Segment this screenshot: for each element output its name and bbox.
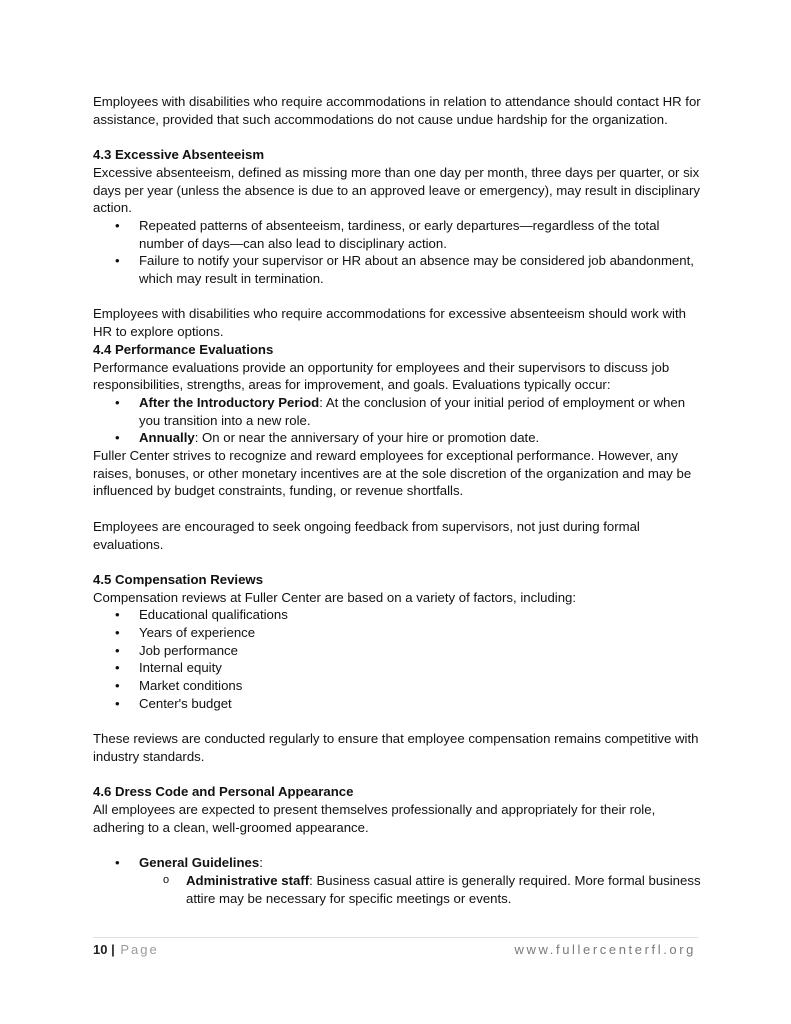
- section-heading-compensation-reviews: 4.5 Compensation Reviews: [93, 571, 264, 587]
- bullet-icon: •: [115, 394, 120, 410]
- list-item: • Annually: On or near the anniversary of your hire or promotion date.: [115, 430, 540, 446]
- page-label: Page: [120, 942, 159, 957]
- list-item: • Repeated patterns of absenteeism, tardiness, or early departures—regardless of the total number of days—can also lead to disciplinary action.: [115, 217, 660, 251]
- feedback-paragraph: Employees are encouraged to seek ongoing feedback from supervisors, not just during formal evaluations.: [93, 518, 640, 552]
- bullet-icon: •: [115, 695, 120, 711]
- bullet-icon: •: [115, 625, 120, 641]
- bullet-icon: •: [115, 660, 120, 676]
- section-heading-performance-evaluations: 4.4 Performance Evaluations: [93, 341, 274, 357]
- attendance-accommodation-paragraph: Employees with disabilities who require accommodations in relation to attendance should contact HR for assistance, provided that such accommodations do not cause undue hardship for the organization.: [93, 94, 701, 127]
- page-footer: [93, 937, 698, 962]
- list-item: • Years of experience: [115, 625, 256, 641]
- hollow-bullet-icon: o: [163, 873, 170, 886]
- compensation-factors-list: [93, 606, 703, 712]
- footer-website: www.fullercenterfl.org: [514, 942, 696, 957]
- dress-code-intro: All employees are expected to present themselves professionally and appropriately for their role, adhering to a clean, well-groomed appearance.: [93, 802, 656, 835]
- page-number: 10 | Page: [93, 942, 159, 957]
- evaluations-intro: Performance evaluations provide an opportunity for employees and their supervisors to discuss job responsibilities, strengths, areas for improvement, and goals. Evaluations typically occur:: [93, 359, 670, 393]
- list-item: • Job performance: [115, 642, 238, 658]
- evaluations-list: [93, 394, 703, 447]
- list-item: • After the Introductory Period: At the conclusion of your initial period of employment or when you transition into a new role.: [115, 394, 686, 428]
- bullet-icon: •: [115, 217, 120, 233]
- list-item: • Internal equity: [115, 660, 222, 676]
- dress-code-sublist: [93, 872, 703, 907]
- list-item: o Administrative staff: Business casual attire is generally required. More formal business attire may be necessary for specific meetings or events.: [163, 872, 701, 906]
- rewards-paragraph: Fuller Center strives to recognize and reward employees for exceptional performance. However, any raises, bonuses, or other monetary incentives are at the sole discretion of the organization and may be influenced by budget constraints, funding, or revenue shortfalls.: [93, 448, 692, 499]
- dress-code-list: [93, 854, 703, 872]
- section-heading-excessive-absenteeism: 4.3 Excessive Absenteeism: [93, 147, 265, 163]
- compensation-closing: These reviews are conducted regularly to ensure that employee compensation remains competitive with industry standards.: [93, 731, 699, 764]
- bullet-icon: •: [115, 430, 120, 446]
- document-body: [93, 93, 703, 907]
- bullet-icon: •: [115, 855, 120, 871]
- bullet-icon: •: [115, 642, 120, 658]
- bullet-icon: •: [115, 607, 120, 623]
- absenteeism-accommodation-paragraph: Employees with disabilities who require accommodations for excessive absenteeism should work with HR to explore options.: [93, 306, 686, 340]
- absenteeism-intro: Excessive absenteeism, defined as missing more than one day per month, three days per quarter, or six days per year (unless the absence is due to an approved leave or emergency), may result in disciplinary action.: [93, 164, 700, 216]
- compensation-intro: Compensation reviews at Fuller Center are based on a variety of factors, including:: [93, 589, 577, 605]
- bullet-icon: •: [115, 253, 120, 269]
- list-item: • Educational qualifications: [115, 607, 288, 623]
- list-item: • Center's budget: [115, 695, 232, 711]
- list-item: • Failure to notify your supervisor or HR about an absence may be considered job abandonment, which may result in termination.: [115, 253, 694, 287]
- absenteeism-list: [93, 217, 703, 288]
- list-item: • General Guidelines:: [115, 855, 263, 871]
- section-heading-dress-code: 4.6 Dress Code and Personal Appearance: [93, 784, 354, 800]
- list-item: • Market conditions: [115, 678, 243, 694]
- bullet-icon: •: [115, 678, 120, 694]
